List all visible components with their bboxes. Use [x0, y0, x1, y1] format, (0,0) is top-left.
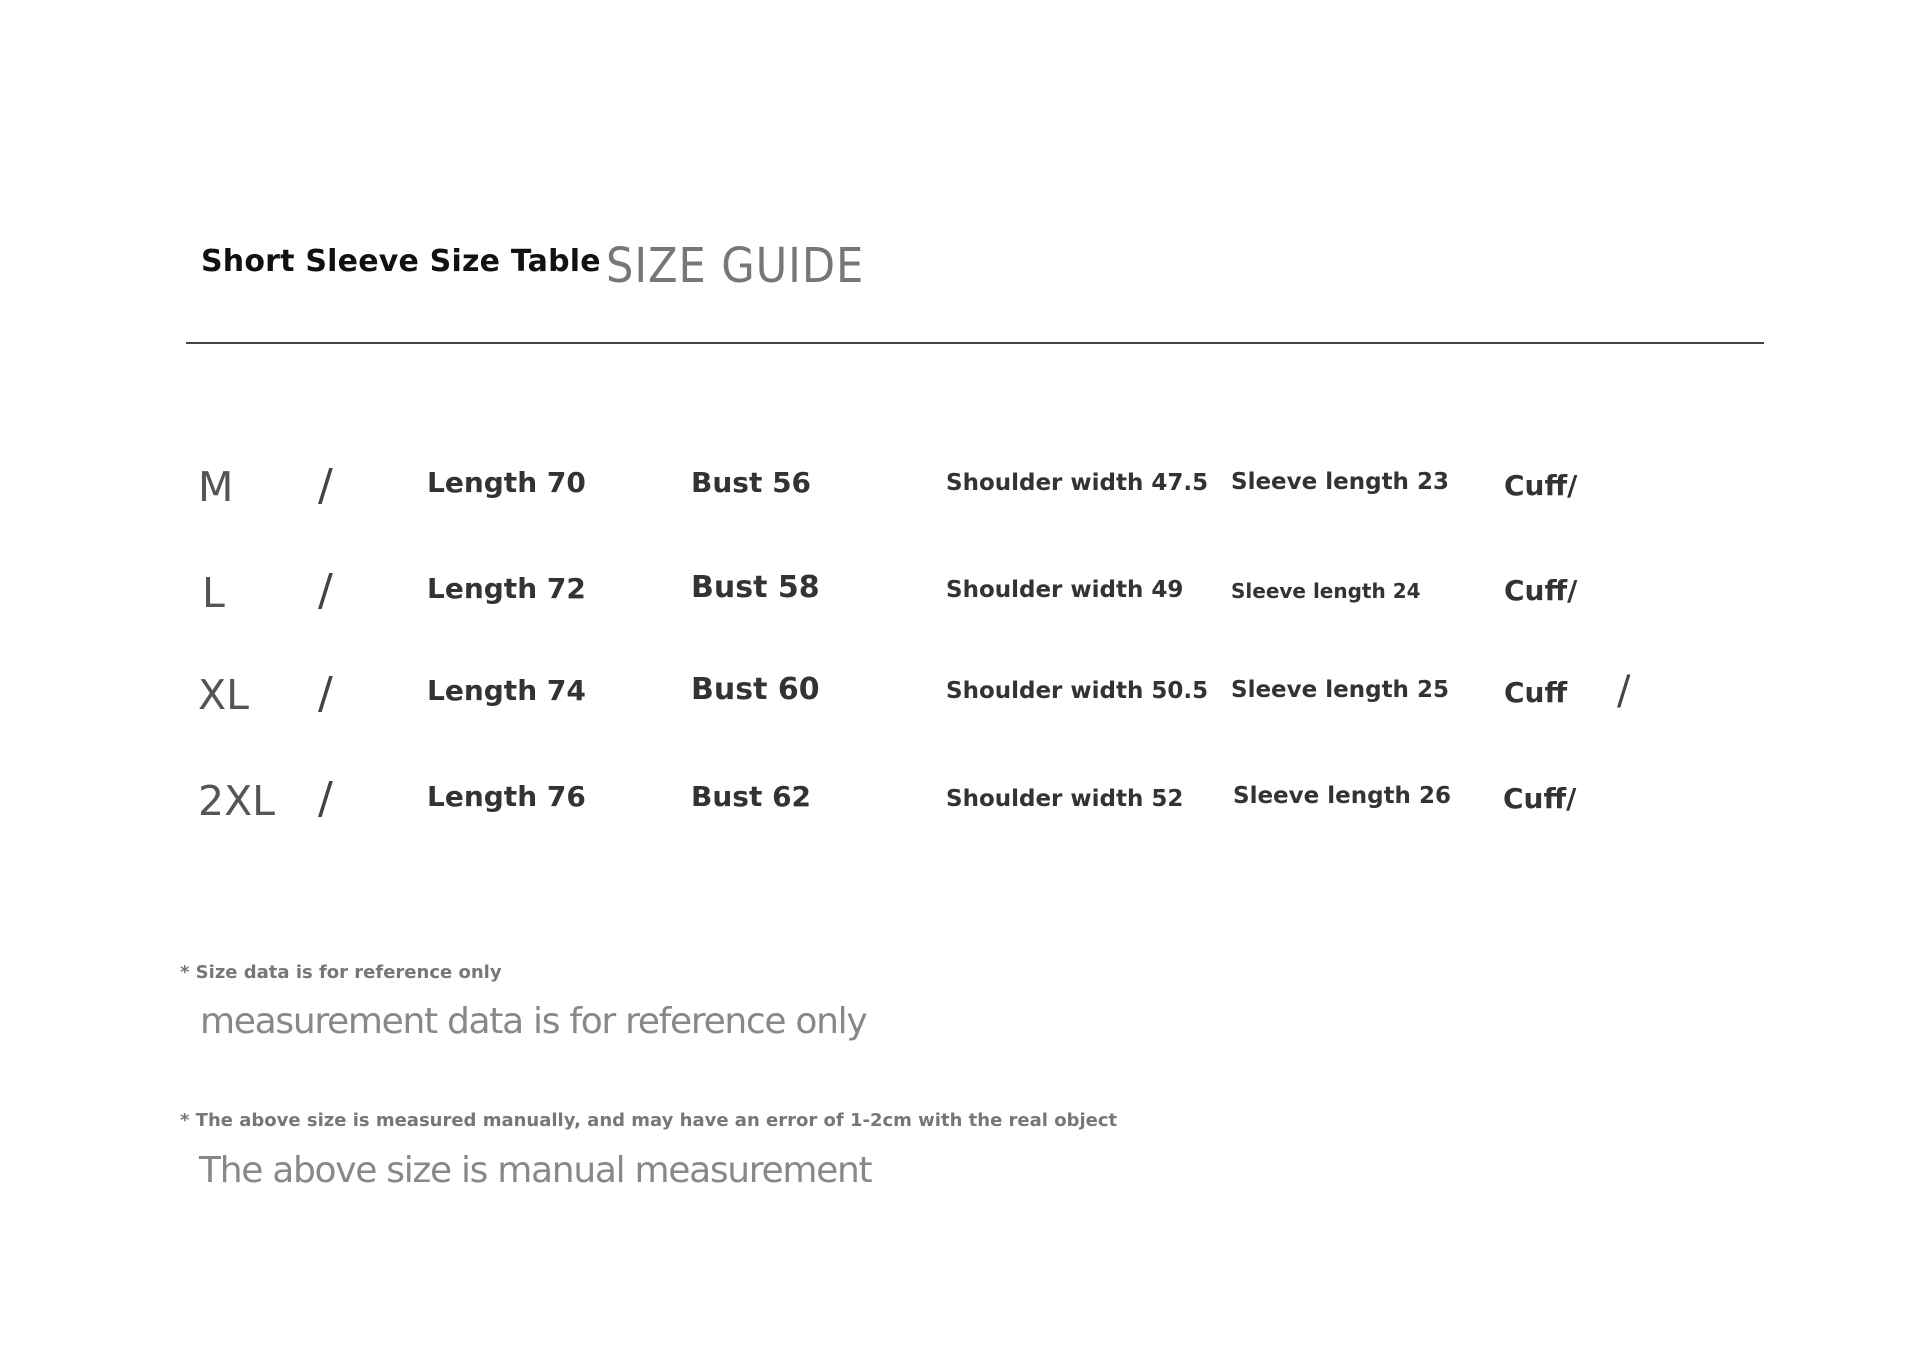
length-value: Length 72 [427, 572, 586, 605]
measurement-note-large: The above size is manual measurement [199, 1150, 872, 1191]
size-separator: / [318, 565, 333, 616]
size-separator: / [318, 773, 333, 824]
shoulder-width-value: Shoulder width 49 [946, 577, 1184, 603]
sleeve-length-value: Sleeve length 24 [1231, 579, 1421, 603]
cuff-separator: / [1617, 668, 1631, 714]
shoulder-width-value: Shoulder width 50.5 [946, 678, 1209, 704]
cuff-value: Cuff/ [1503, 782, 1577, 815]
bust-value: Bust 60 [691, 672, 820, 707]
size-guide-heading: SIZE GUIDE [606, 238, 865, 294]
cuff-value: Cuff/ [1504, 574, 1578, 607]
bust-value: Bust 58 [691, 570, 820, 605]
sleeve-length-value: Sleeve length 23 [1231, 469, 1449, 495]
reference-note: * Size data is for reference only [180, 962, 502, 983]
size-label-2xl: 2XL [198, 777, 276, 825]
shoulder-width-value: Shoulder width 47.5 [946, 470, 1209, 496]
length-value: Length 70 [427, 466, 586, 499]
reference-note-large: measurement data is for reference only [200, 1001, 867, 1042]
size-label-xl: XL [198, 671, 249, 719]
size-separator: / [318, 460, 333, 511]
bust-value: Bust 62 [691, 780, 812, 813]
measurement-note: * The above size is measured manually, and may have an error of 1-2cm with the real object [180, 1110, 1118, 1131]
page-title: Short Sleeve Size Table [201, 244, 601, 279]
length-value: Length 76 [427, 780, 586, 813]
shoulder-width-value: Shoulder width 52 [946, 786, 1184, 812]
bust-value: Bust 56 [691, 466, 812, 499]
size-separator: / [318, 668, 333, 719]
cuff-value: Cuff/ [1504, 469, 1578, 502]
length-value: Length 74 [427, 674, 586, 707]
cuff-value: Cuff [1504, 676, 1568, 709]
sleeve-length-value: Sleeve length 25 [1231, 677, 1449, 703]
size-label-l: L [202, 569, 225, 617]
size-label-m: M [198, 463, 234, 511]
header-divider [186, 342, 1764, 344]
sleeve-length-value: Sleeve length 26 [1233, 783, 1451, 809]
